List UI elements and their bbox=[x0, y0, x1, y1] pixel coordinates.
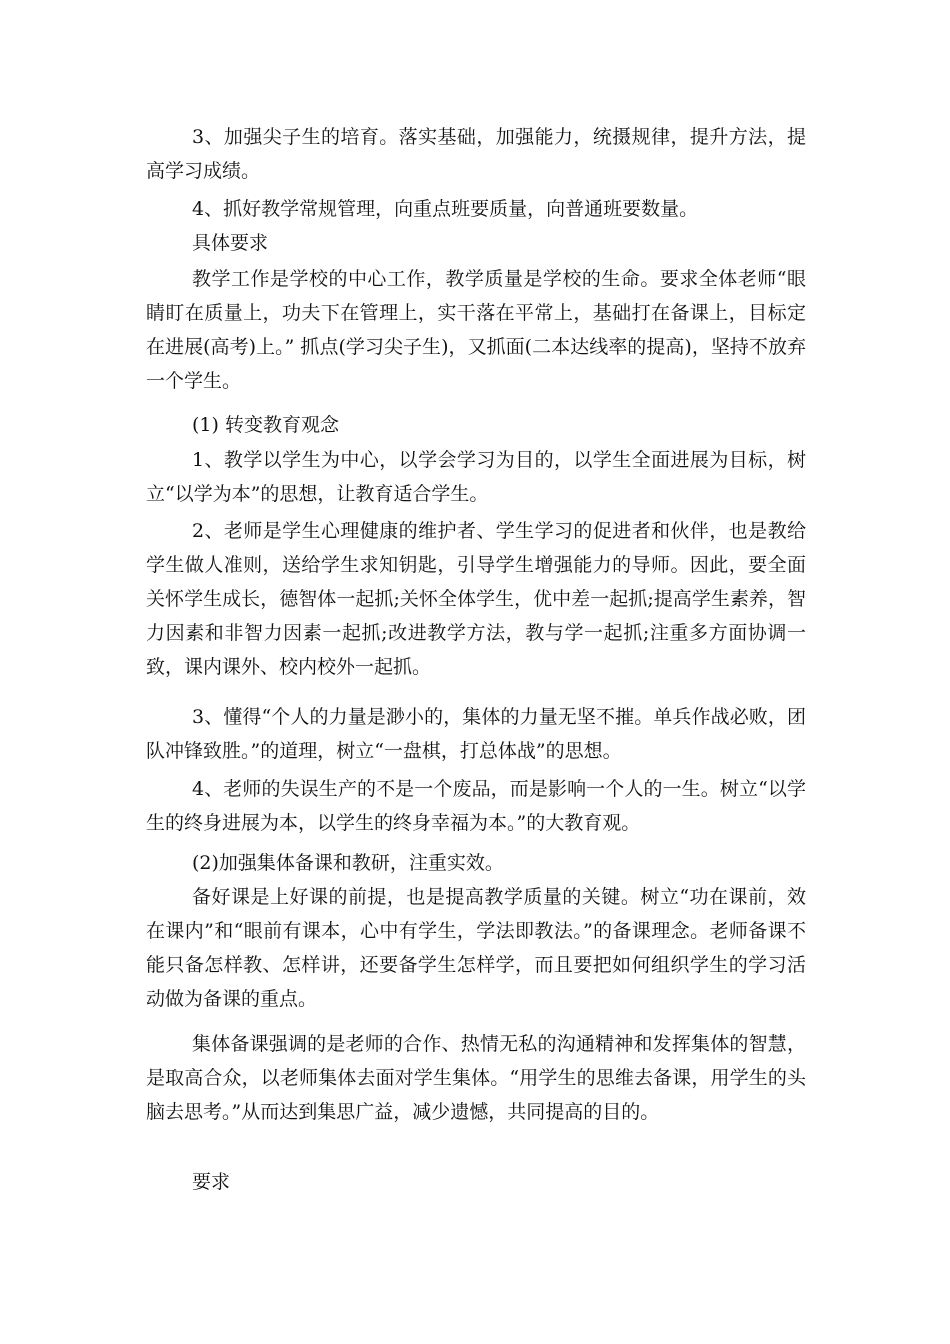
paragraph-5: 2、老师是学生心理健康的维护者、学生学习的促进者和伙伴，也是教给学生做人准则，送给学生求知钥匙，引导学生增强能力的导师。因此，要全面关怀学生成长，德智体一起抓;关怀全体学生，优中差一起抓;提高学生素养，智力因素和非智力因素一起抓;改进教学方法，教与学一起抓;注重多方面协调一致，课内课外、校内校外一起抓。 bbox=[146, 520, 806, 678]
paragraph-4: 1、教学以学生为中心，以学会学习为目的，以学生全面进展为目标，树立“以学为本”的思想，让教育适合学生。 bbox=[146, 449, 806, 505]
paragraph-8: 备好课是上好课的前提，也是提高教学质量的关键。树立“功在课前，效在课内”和“眼前有课本，心中有学生，学法即教法。”的备课理念。老师备课不能只备怎样教、怎样讲，还要备学生怎样学，而且要把如何组织学生的学习活动做为备课的重点。 bbox=[146, 886, 806, 1010]
paragraph-1: 3、加强尖子生的培育。落实基础，加强能力，统摄规律，提升方法，提高学习成绩。 bbox=[146, 126, 806, 182]
section-heading-requirements: 要求 bbox=[192, 1171, 231, 1193]
paragraph-3: 教学工作是学校的中心工作，教学质量是学校的生命。要求全体老师“眼睛盯在质量上，功夫下在管理上，实干落在平常上，基础打在备课上，目标定在进展(高考)上。” 抓点(学习尖子生)，又抓面(二本达线率的提高)，坚持不放弃一个学生。 bbox=[146, 268, 806, 392]
paragraph-9: 集体备课强调的是老师的合作、热情无私的沟通精神和发挥集体的智慧，是取高合众，以老师集体去面对学生集体。“用学生的思维去备课，用学生的头脑去思考。”从而达到集思广益，减少遗憾，共同提高的目的。 bbox=[146, 1033, 806, 1123]
paragraph-7: 4、老师的失误生产的不是一个废品，而是影响一个人的一生。树立“以学生的终身进展为本，以学生的终身幸福为本。”的大教育观。 bbox=[146, 778, 806, 834]
subheading-1: (1) 转变教育观念 bbox=[192, 414, 339, 436]
paragraph-2: 4、抓好教学常规管理，向重点班要质量，向普通班要数量。 bbox=[192, 198, 699, 220]
paragraph-6: 3、懂得“个人的力量是渺小的，集体的力量无坚不摧。单兵作战必败，团队冲锋致胜。”的道理，树立“一盘棋，打总体战”的思想。 bbox=[146, 706, 806, 762]
section-heading-specific-requirements: 具体要求 bbox=[192, 232, 269, 254]
subheading-2: (2)加强集体备课和教研，注重实效。 bbox=[192, 852, 504, 874]
